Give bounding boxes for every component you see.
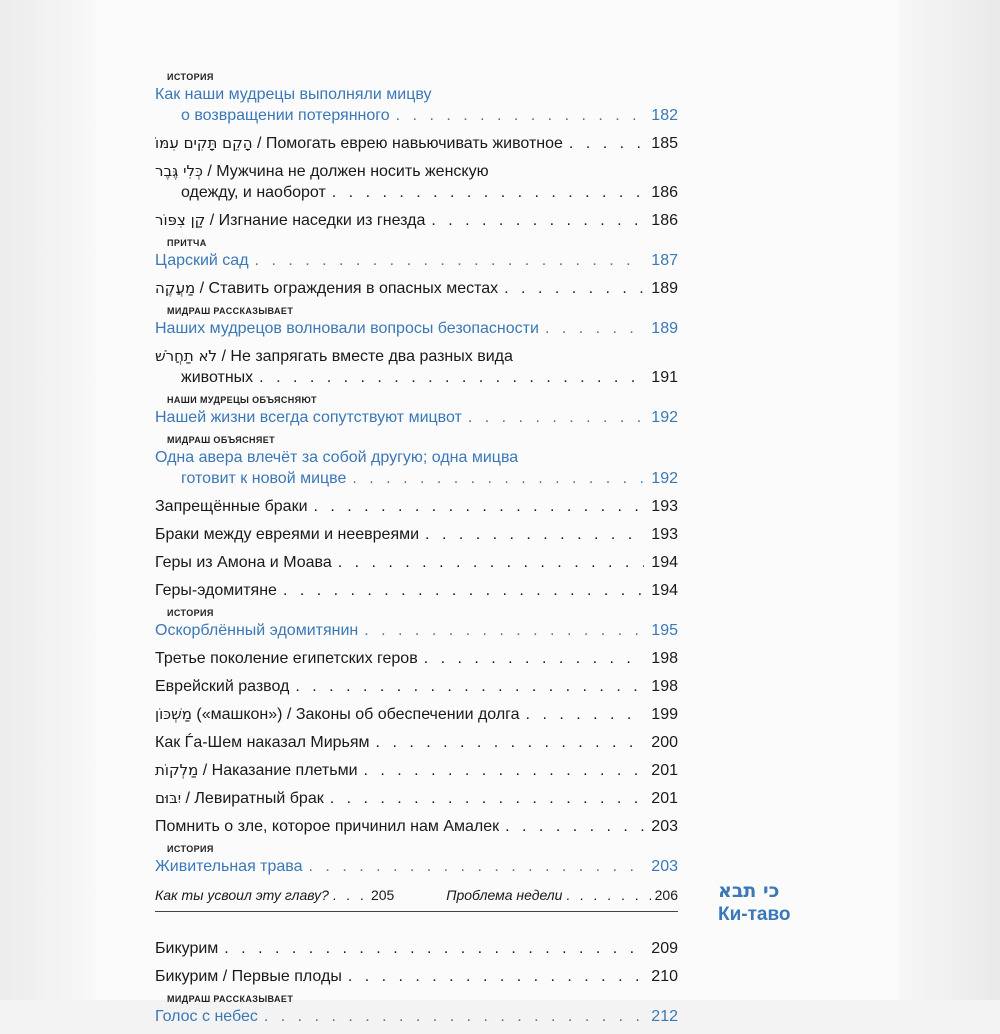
page-number: 195 — [651, 622, 678, 639]
toc-entry[interactable] — [155, 966, 678, 987]
hebrew-term: מַעֲקֶה — [155, 279, 196, 297]
entry-title: Наших мудрецов волновали вопросы безопасности — [155, 320, 539, 337]
hebrew-term: קַן צִפּוֹר — [155, 211, 206, 229]
page-number: 192 — [651, 409, 678, 426]
entry-title: / Наказание плетьми — [202, 762, 358, 779]
toc-entry[interactable] — [155, 580, 678, 601]
section-divider — [155, 911, 678, 912]
entry-title: Геры из Амона и Моава — [155, 554, 332, 571]
leader-dots — [425, 524, 644, 545]
entry-title: Браки между евреями и неевреями — [155, 526, 420, 543]
toc-entry[interactable] — [155, 938, 678, 959]
toc-entry[interactable] — [155, 608, 678, 641]
entry-title: / Не запрягать вместе два разных вида — [221, 348, 513, 365]
entry-label: НАШИ МУДРЕЦЫ ОБЪЯСНЯЮТ — [167, 395, 317, 405]
leader-dots — [364, 760, 645, 781]
page-number: 201 — [651, 790, 678, 807]
page-number: 193 — [651, 526, 678, 543]
toc-entry[interactable] — [155, 676, 678, 697]
entry-title: Еврейский развод — [155, 678, 290, 695]
hebrew-term: לֹא תַחֲרֹשׁ — [155, 347, 218, 365]
leader-dots — [330, 788, 644, 809]
table-of-contents — [155, 72, 678, 1034]
page-number: 206 — [654, 887, 678, 903]
leader-dots — [314, 496, 645, 517]
page-number: 192 — [651, 470, 678, 487]
leader-dots — [352, 468, 644, 489]
review-row — [155, 887, 678, 903]
leader-dots — [545, 318, 644, 339]
toc-entry[interactable] — [155, 788, 678, 809]
entry-label: ПРИТЧА — [167, 238, 207, 248]
toc-entry[interactable] — [155, 133, 678, 154]
toc-entry[interactable] — [155, 994, 678, 1027]
entry-title: Нашей жизни всегда сопутствуют мицвот — [155, 409, 462, 426]
entry-title: Как наши мудрецы выполняли мицву — [155, 86, 432, 103]
hebrew-term: מַלְקוֹת — [155, 761, 199, 779]
entry-title: / Помогать еврею навьючивать животное — [257, 135, 563, 152]
page-number: 205 — [370, 887, 395, 903]
entry-title: Голос с небес — [155, 1008, 258, 1025]
toc-entry[interactable] — [155, 648, 678, 669]
page-number: 212 — [651, 1008, 678, 1025]
leader-dots — [566, 887, 650, 903]
entry-label: МИДРАШ ОБЪЯСНЯЕТ — [167, 435, 276, 445]
page-number: 182 — [651, 107, 678, 124]
page-number: 200 — [651, 734, 678, 751]
weekly-problem[interactable]: Проблема недели — [446, 887, 563, 903]
hebrew-term: יִבּוּם — [155, 789, 182, 807]
entry-title: Запрещённые браки — [155, 498, 308, 515]
entry-title-cont: одежду, и наоборот — [181, 184, 326, 201]
entry-label: МИДРАШ РАССКАЗЫВАЕТ — [167, 306, 294, 316]
leader-dots — [376, 732, 644, 753]
toc-entry[interactable] — [155, 238, 678, 271]
page-number: 203 — [651, 858, 678, 875]
page-number: 209 — [651, 940, 678, 957]
page-number: 189 — [651, 320, 678, 337]
parasha-heading — [718, 879, 791, 927]
entry-title: Как Ѓа-Шем наказал Мирьям — [155, 734, 370, 751]
leader-dots — [396, 105, 644, 126]
page-number: 198 — [651, 650, 678, 667]
toc-entry[interactable] — [155, 306, 678, 339]
page-number: 210 — [651, 968, 678, 985]
entry-title: / Ставить ограждения в опасных местах — [199, 280, 499, 297]
parasha-hebrew: כי תבא — [718, 880, 780, 902]
leader-dots — [364, 620, 644, 641]
page-number: 203 — [651, 818, 678, 835]
leader-dots — [504, 278, 644, 299]
leader-dots — [224, 938, 644, 959]
entry-label: ИСТОРИЯ — [167, 72, 214, 82]
toc-entry[interactable] — [155, 72, 678, 126]
entry-title: Помнить о зле, которое причинил нам Амалек — [155, 818, 500, 835]
leader-dots — [333, 887, 367, 903]
entry-label: ИСТОРИЯ — [167, 608, 214, 618]
leader-dots — [424, 648, 644, 669]
hebrew-term: הָקֵם תָּקִים עִמּוֹ — [155, 134, 253, 152]
entry-title: Бикурим — [155, 940, 219, 957]
toc-entry[interactable] — [155, 496, 678, 517]
leader-dots — [295, 676, 644, 697]
toc-entry[interactable] — [155, 552, 678, 573]
leader-dots — [348, 966, 644, 987]
leader-dots — [468, 407, 644, 428]
page-number: 193 — [651, 498, 678, 515]
toc-entry[interactable] — [155, 844, 678, 877]
leader-dots — [259, 367, 644, 388]
toc-entry[interactable] — [155, 278, 678, 299]
entry-title: Живительная трава — [155, 858, 303, 875]
entry-title: / Мужчина не должен носить женскую — [207, 163, 489, 180]
entry-title: / Изгнание наседки из гнезда — [209, 212, 426, 229]
leader-dots — [264, 1006, 644, 1027]
page-number: 194 — [651, 582, 678, 599]
page-number: 185 — [651, 135, 678, 152]
leader-dots — [332, 182, 644, 203]
review-question[interactable]: Как ты усвоил эту главу? — [155, 887, 329, 903]
entry-title: / Левиратный брак — [185, 790, 324, 807]
toc-entry[interactable] — [155, 161, 678, 203]
toc-entry[interactable] — [155, 816, 678, 837]
toc-entry[interactable] — [155, 704, 678, 725]
page-number: 186 — [651, 184, 678, 201]
leader-dots — [283, 580, 644, 601]
hebrew-term: מַשְׁכּוֹן — [155, 705, 192, 723]
entry-title: Одна авера влечёт за собой другую; одна мицва — [155, 449, 519, 466]
page-number: 191 — [651, 369, 678, 386]
entry-title: Царский сад — [155, 252, 249, 269]
entry-label: ИСТОРИЯ — [167, 844, 214, 854]
page-number: 199 — [651, 706, 678, 723]
toc-entry[interactable] — [155, 395, 678, 428]
entry-title: Бикурим / Первые плоды — [155, 968, 342, 985]
toc-entry[interactable] — [155, 346, 678, 388]
toc-entry[interactable] — [155, 760, 678, 781]
leader-dots — [431, 210, 644, 231]
entry-label: МИДРАШ РАССКАЗЫВАЕТ — [167, 994, 294, 1004]
entry-title-cont: животных — [181, 369, 254, 386]
entry-title: Третье поколение египетских геров — [155, 650, 418, 667]
leader-dots — [569, 133, 644, 154]
hebrew-term: כְּלִי גֶּבֶר — [155, 162, 203, 180]
toc-entry[interactable] — [155, 435, 678, 489]
leader-dots — [309, 856, 644, 877]
toc-entry[interactable] — [155, 210, 678, 231]
leader-dots — [526, 704, 644, 725]
page-number: 186 — [651, 212, 678, 229]
entry-title: Геры-эдомитяне — [155, 582, 277, 599]
leader-dots — [505, 816, 644, 837]
leader-dots — [255, 250, 644, 271]
page-number: 198 — [651, 678, 678, 695]
entry-title-cont: о возвращении потерянного — [181, 107, 390, 124]
leader-dots — [338, 552, 644, 573]
page-number: 187 — [651, 252, 678, 269]
toc-entry[interactable] — [155, 524, 678, 545]
entry-title-cont: готовит к новой мицве — [181, 470, 347, 487]
page-number: 201 — [651, 762, 678, 779]
toc-entry[interactable] — [155, 732, 678, 753]
parasha-russian: Ки-таво — [718, 904, 791, 925]
page-number: 194 — [651, 554, 678, 571]
page-number: 189 — [651, 280, 678, 297]
entry-title: Оскорблённый эдомитянин — [155, 622, 359, 639]
entry-title: («машкон») / Законы об обеспечении долга — [196, 706, 520, 723]
